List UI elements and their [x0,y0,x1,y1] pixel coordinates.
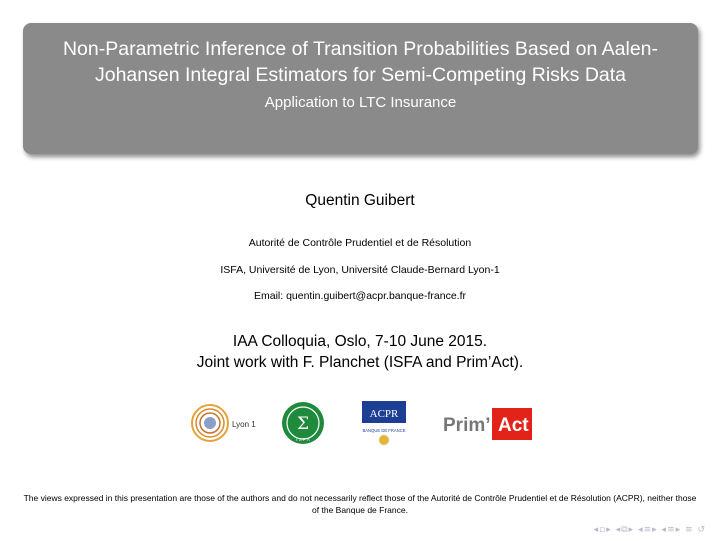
institution-acpr: Autorité de Contrôle Prudentiel et de Résolution [248,237,472,249]
nav-next-frame-icon[interactable]: ▸ [606,525,612,535]
nav-section-icon[interactable]: ≡ [643,525,653,535]
lyon1-logo-text: Lyon 1 [232,420,256,429]
title-block [23,23,698,154]
svg-text:Σ: Σ [296,414,310,434]
nav-align-icon[interactable]: ≡ [685,525,694,535]
logo-row [0,398,720,448]
primact-logo [440,408,532,440]
nav-prev-slide-icon[interactable]: ◂ [615,525,622,535]
lyon1-logo [190,400,260,446]
beamer-navigation-bar [594,525,706,535]
nav-subsection-icon[interactable]: ≡ [667,525,676,535]
nav-next-subsection-icon[interactable]: ▸ [675,525,682,535]
author-name: Quentin Guibert [305,192,415,209]
slide-title: Non-Parametric Inference of Transition Probabilities Based on Aalen-Johansen Integral Estimators for Semi-Competing Risks Data [62,38,659,86]
institution-isfa: ISFA, Université de Lyon, Université Claude-Bernard Lyon-1 [220,264,500,276]
nav-slide-icon[interactable]: ⧉ [621,525,629,535]
primact-logo-text: Prim’ [443,415,491,436]
nav-prev-frame-icon[interactable]: ◂ [593,525,600,535]
disclaimer-text: The views expressed in this presentation are those of the authors and do not necessarily reflect those of the Autorité de Contrôle Prudentiel et de Résolution (ACPR), neither those of the Banque de France. [23,493,697,515]
slide-subtitle: Application to LTC Insurance [264,94,457,111]
acpr-logo-text: ACPR [369,408,399,420]
nav-prev-section-icon[interactable]: ◂ [638,525,644,535]
event-line: IAA Colloquia, Oslo, 7-10 June 2015. [232,333,488,350]
author-email: Email: quentin.guibert@acpr.banque-france.fr [253,290,467,302]
primact-logo-text-act: Act [498,415,529,436]
joint-work-line: Joint work with F. Planchet (ISFA and Prim’Act). [196,354,524,371]
nav-next-slide-icon[interactable]: ▸ [628,525,635,535]
isfa-logo-text: I S F A [296,437,310,442]
acpr-logo-subtext: BANQUE DE FRANCE [362,428,406,433]
event-info [0,331,720,373]
isfa-logo [280,400,326,446]
acpr-logo [358,398,410,446]
nav-prev-subsection-icon[interactable]: ◂ [661,525,668,535]
nav-search-icon[interactable]: ↺ [697,525,706,535]
nav-next-section-icon[interactable]: ▸ [652,525,658,535]
nav-frame-icon[interactable]: ▫ [599,525,607,535]
